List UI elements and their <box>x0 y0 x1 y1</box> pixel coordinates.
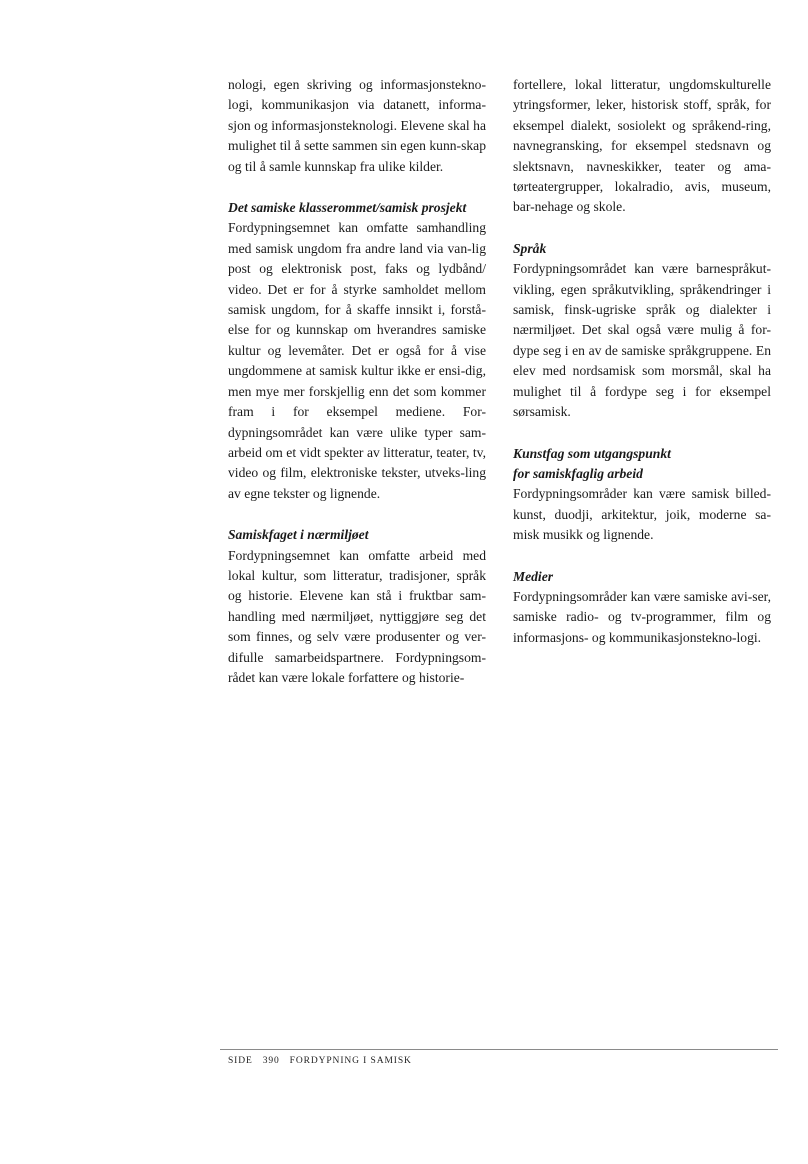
section-body: Fordypningsområder kan være samiske avi-ser, samiske radio- og tv-programmer, film og informasjons- og kommunikasjonstekno-logi. <box>513 588 771 645</box>
section-sprak <box>513 239 771 423</box>
section-kunstfag <box>513 444 771 546</box>
page-number: 390 <box>262 1056 280 1066</box>
section-body: Fordypningsområdet kan være barnespråkut-vikling, egen språkutvikling, språkendringer i samisk, finsk-ugriske språk og dialekter i nærmiljøet. Det skal også være mulig å for-dype seg i en av de samiske språkgruppene. En elev med nordsamisk som morsmål, skal ha mulighet til å fordype seg i for eksempel sørsamisk. <box>513 261 771 420</box>
section-heading-line2: for samiskfaglig arbeid <box>513 465 643 481</box>
section-heading: Det samiske klasserommet/samisk prosjekt <box>228 200 467 216</box>
section-heading: Samiskfaget i nærmiljøet <box>228 527 369 543</box>
section-naermiljoet <box>228 525 486 688</box>
footer-title: FORDYPNING I SAMISK <box>289 1056 412 1066</box>
footer-side-label: SIDE <box>228 1056 253 1066</box>
left-intro-paragraph: nologi, egen skriving og informasjonstekno-logi, kommunikasjon via datanett, informa-sjon og informasjonsteknologi. Elevene skal ha mulighet til å sette sammen sin egen kunn-skap og til å samle kunnskap fra ulike kilder. <box>228 77 486 174</box>
section-heading: Språk <box>513 240 547 256</box>
section-heading-line1: Kunstfag som utgangspunkt <box>513 445 671 461</box>
section-samisk-klasserom <box>228 198 486 504</box>
page-footer <box>228 1056 422 1066</box>
left-column <box>228 75 486 688</box>
section-medier <box>513 567 771 649</box>
section-body: Fordypningsområder kan være samisk billed-kunst, duodji, arkitektur, joik, moderne sa-misk musikk og lignende. <box>513 486 771 543</box>
section-heading: Medier <box>513 568 554 584</box>
footer-divider <box>220 1049 778 1050</box>
right-intro-paragraph: fortellere, lokal litteratur, ungdomskulturelle ytringsformer, leker, historisk stoff, språk, for eksempel dialekt, sosiolekt og språkend-ring, navnegransking, for eksempel stedsnavn og slektsnavn, navneskikker, teater og ama-tørteatergrupper, lokalradio, avis, museum, bar-nehage og skole. <box>513 77 771 215</box>
section-body: Fordypningsemnet kan omfatte samhandling med samisk ungdom fra andre land via van-lig post og elektronisk post, faks og lydbånd/ video. Det er for å styrke samholdet mellom samisk ungdom, for å skaffe innsikt i, forstå-else for og kunnskap om hverandres samiske kultur og levemåter. Det er også for å vise ungdommene at samisk kultur ikke er ensi-dig, men mye mer forskjellig enn det som kommer fram i for eksempel mediene. For-dypningsområdet kan være ulike typer sam-arbeid om et vidt spekter av litteratur, teater, tv, video og film, elektroniske tekster, utveks-ling av egne tekster og lignende. <box>228 220 486 501</box>
right-column <box>513 75 771 648</box>
section-body: Fordypningsemnet kan omfatte arbeid med lokal kultur, som litteratur, tradisjoner, språk og historie. Elevene kan stå i fruktbar sam-handling med nærmiljøet, nyttiggjøre seg det som finnes, og selv være produsenter og ver-difulle samarbeidspartnere. Fordypningsom-rådet kan være lokale forfattere og historie- <box>228 547 486 685</box>
